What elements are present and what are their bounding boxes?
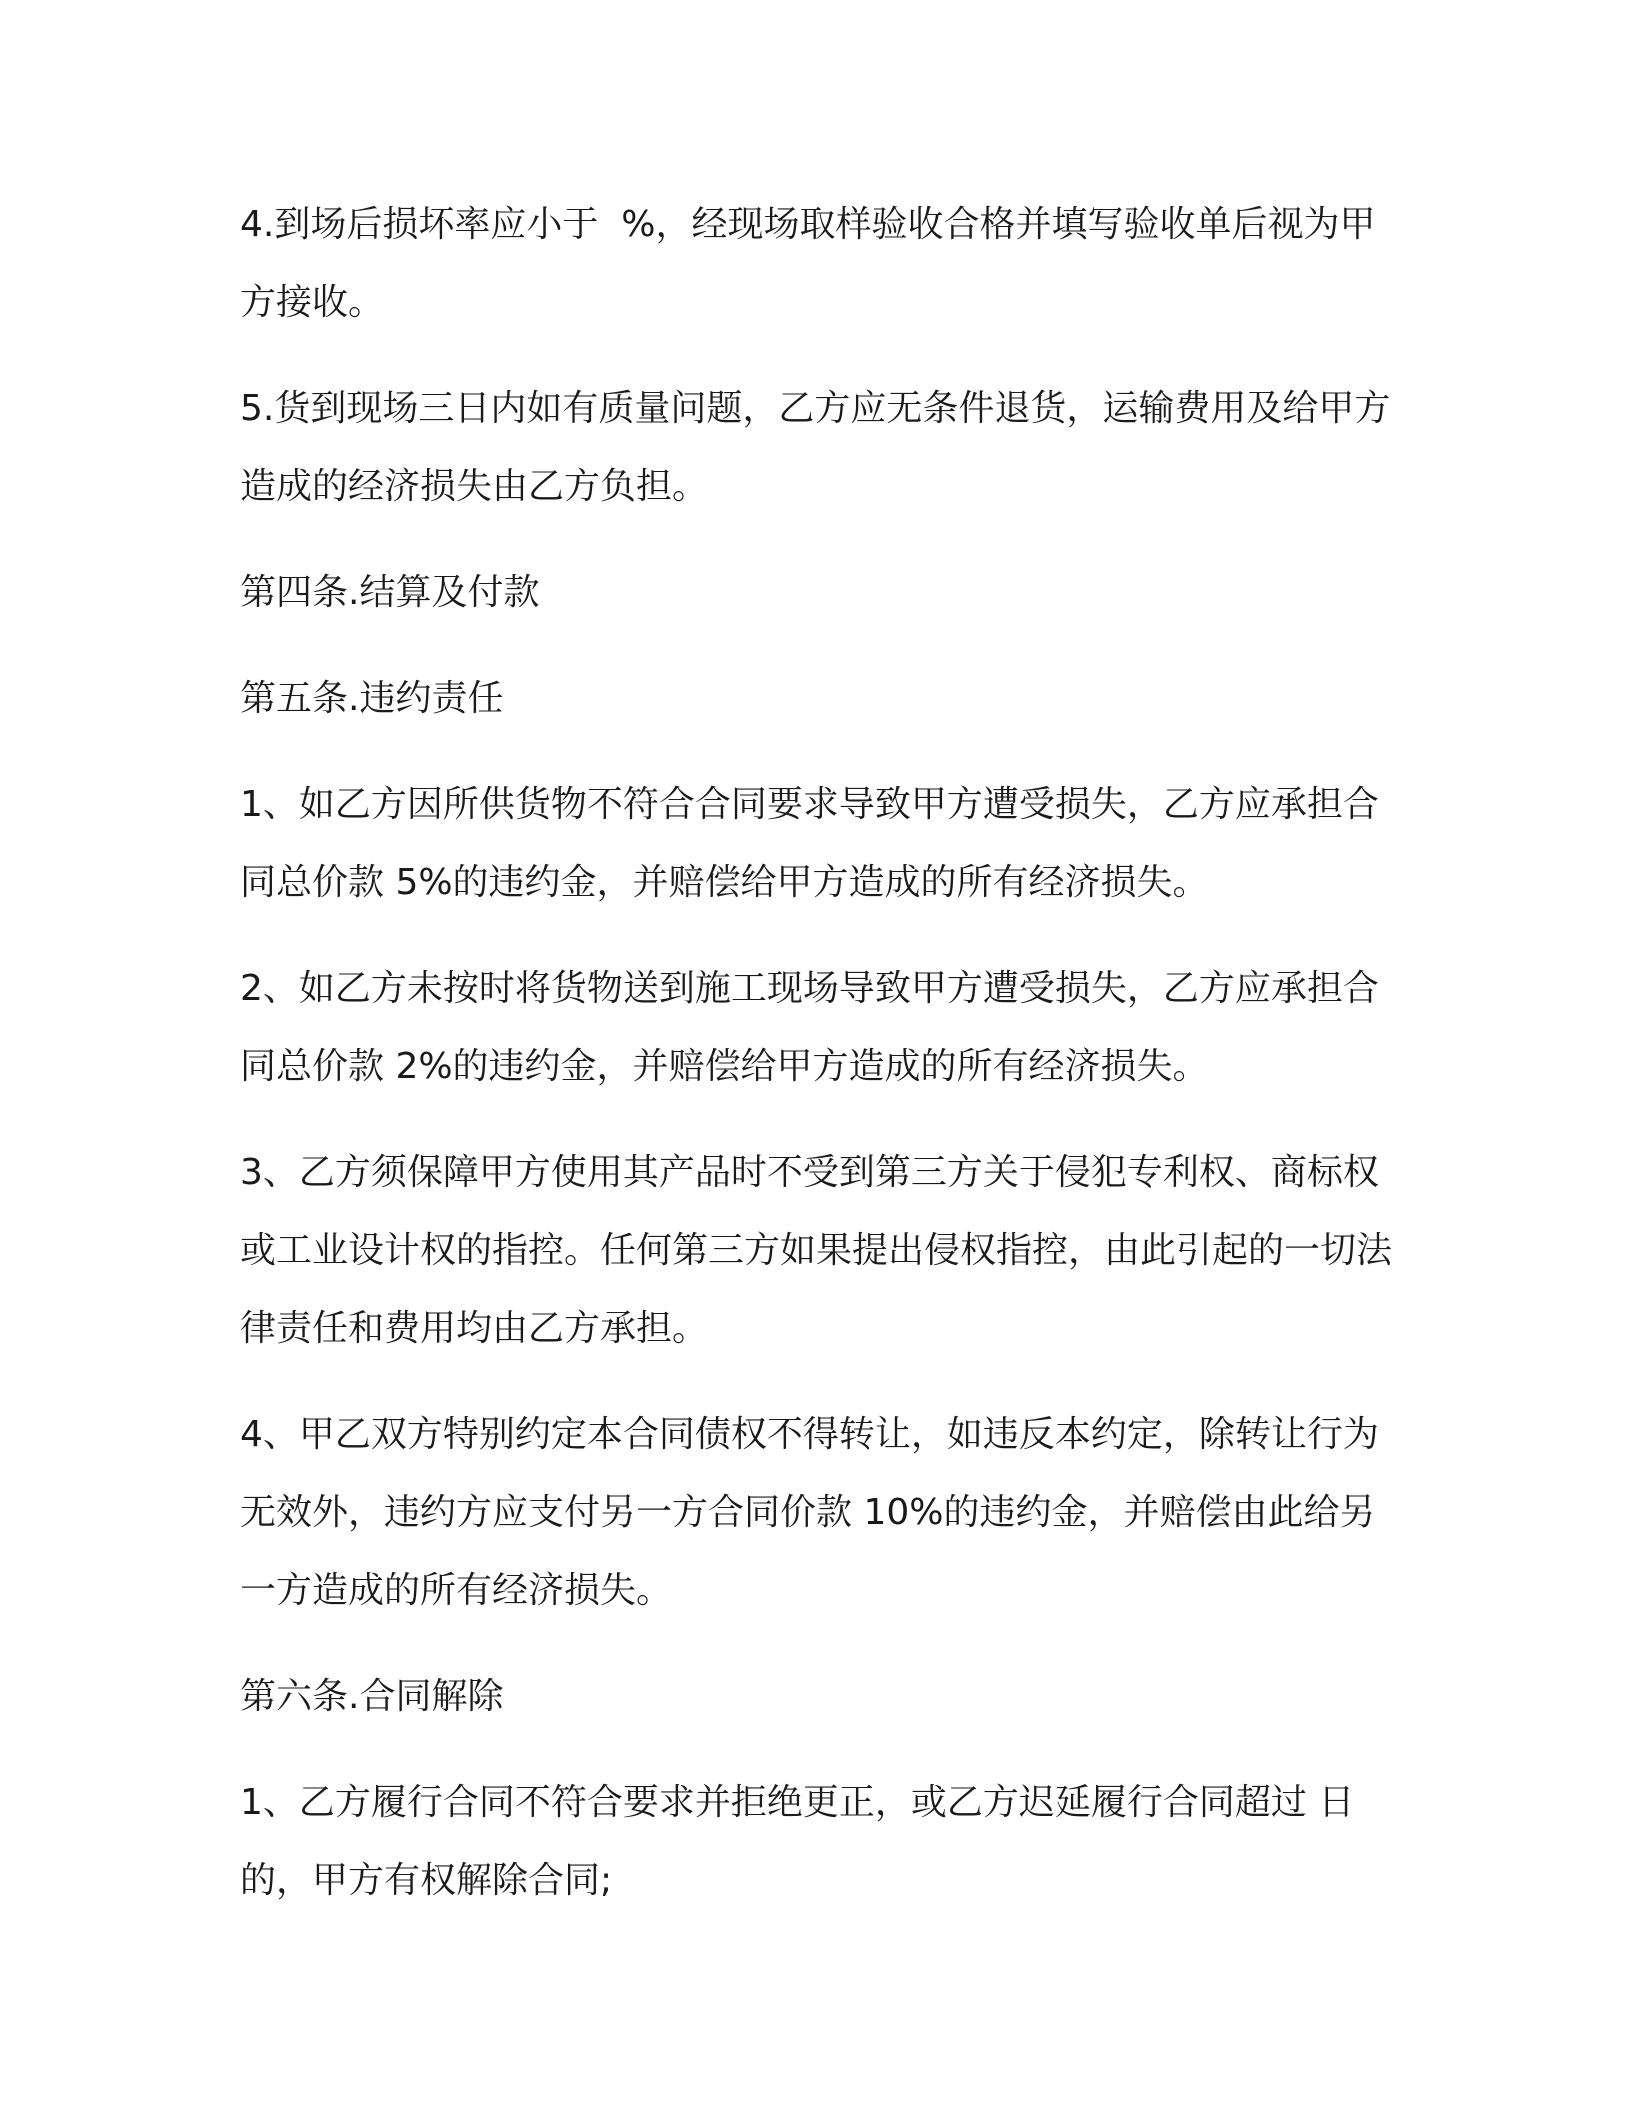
section-heading-article-5: 第五条.违约责任 [240, 678, 504, 719]
clause-3-item-5: 5.货到现场三日内如有质量问题，乙方应无条件退货，运输费用及给甲方造成的经济损失由乙方负担。 [240, 388, 1391, 507]
clause-5-item-1: 1、如乙方因所供货物不符合合同要求导致甲方遭受损失，乙方应承担合同总价款 5%的违约金，并赔偿给甲方造成的所有经济损失。 [240, 784, 1379, 903]
section-heading-article-6: 第六条.合同解除 [240, 1676, 504, 1717]
clause-5-item-4: 4、甲乙双方特别约定本合同债权不得转让，如违反本约定，除转让行为无效外，违约方应支付另一方合同价款 10%的违约金，并赔偿由此给另一方造成的所有经济损失。 [240, 1414, 1379, 1611]
clause-6-item-1: 1、乙方履行合同不符合要求并拒绝更正，或乙方迟延履行合同超过 日的，甲方有权解除合同; [240, 1782, 1355, 1901]
document-body [240, 186, 1400, 1948]
section-heading-article-4: 第四条.结算及付款 [240, 572, 540, 613]
clause-5-item-3: 3、乙方须保障甲方使用其产品时不受到第三方关于侵犯专利权、商标权或工业设计权的指控。任何第三方如果提出侵权指控，由此引起的一切法律责任和费用均由乙方承担。 [240, 1152, 1393, 1349]
clause-3-item-4: 4.到场后损坏率应小于 %，经现场取样验收合格并填写验收单后视为甲方接收。 [240, 204, 1376, 323]
clause-5-item-2: 2、如乙方未按时将货物送到施工现场导致甲方遭受损失，乙方应承担合同总价款 2%的违约金，并赔偿给甲方造成的所有经济损失。 [240, 968, 1379, 1087]
